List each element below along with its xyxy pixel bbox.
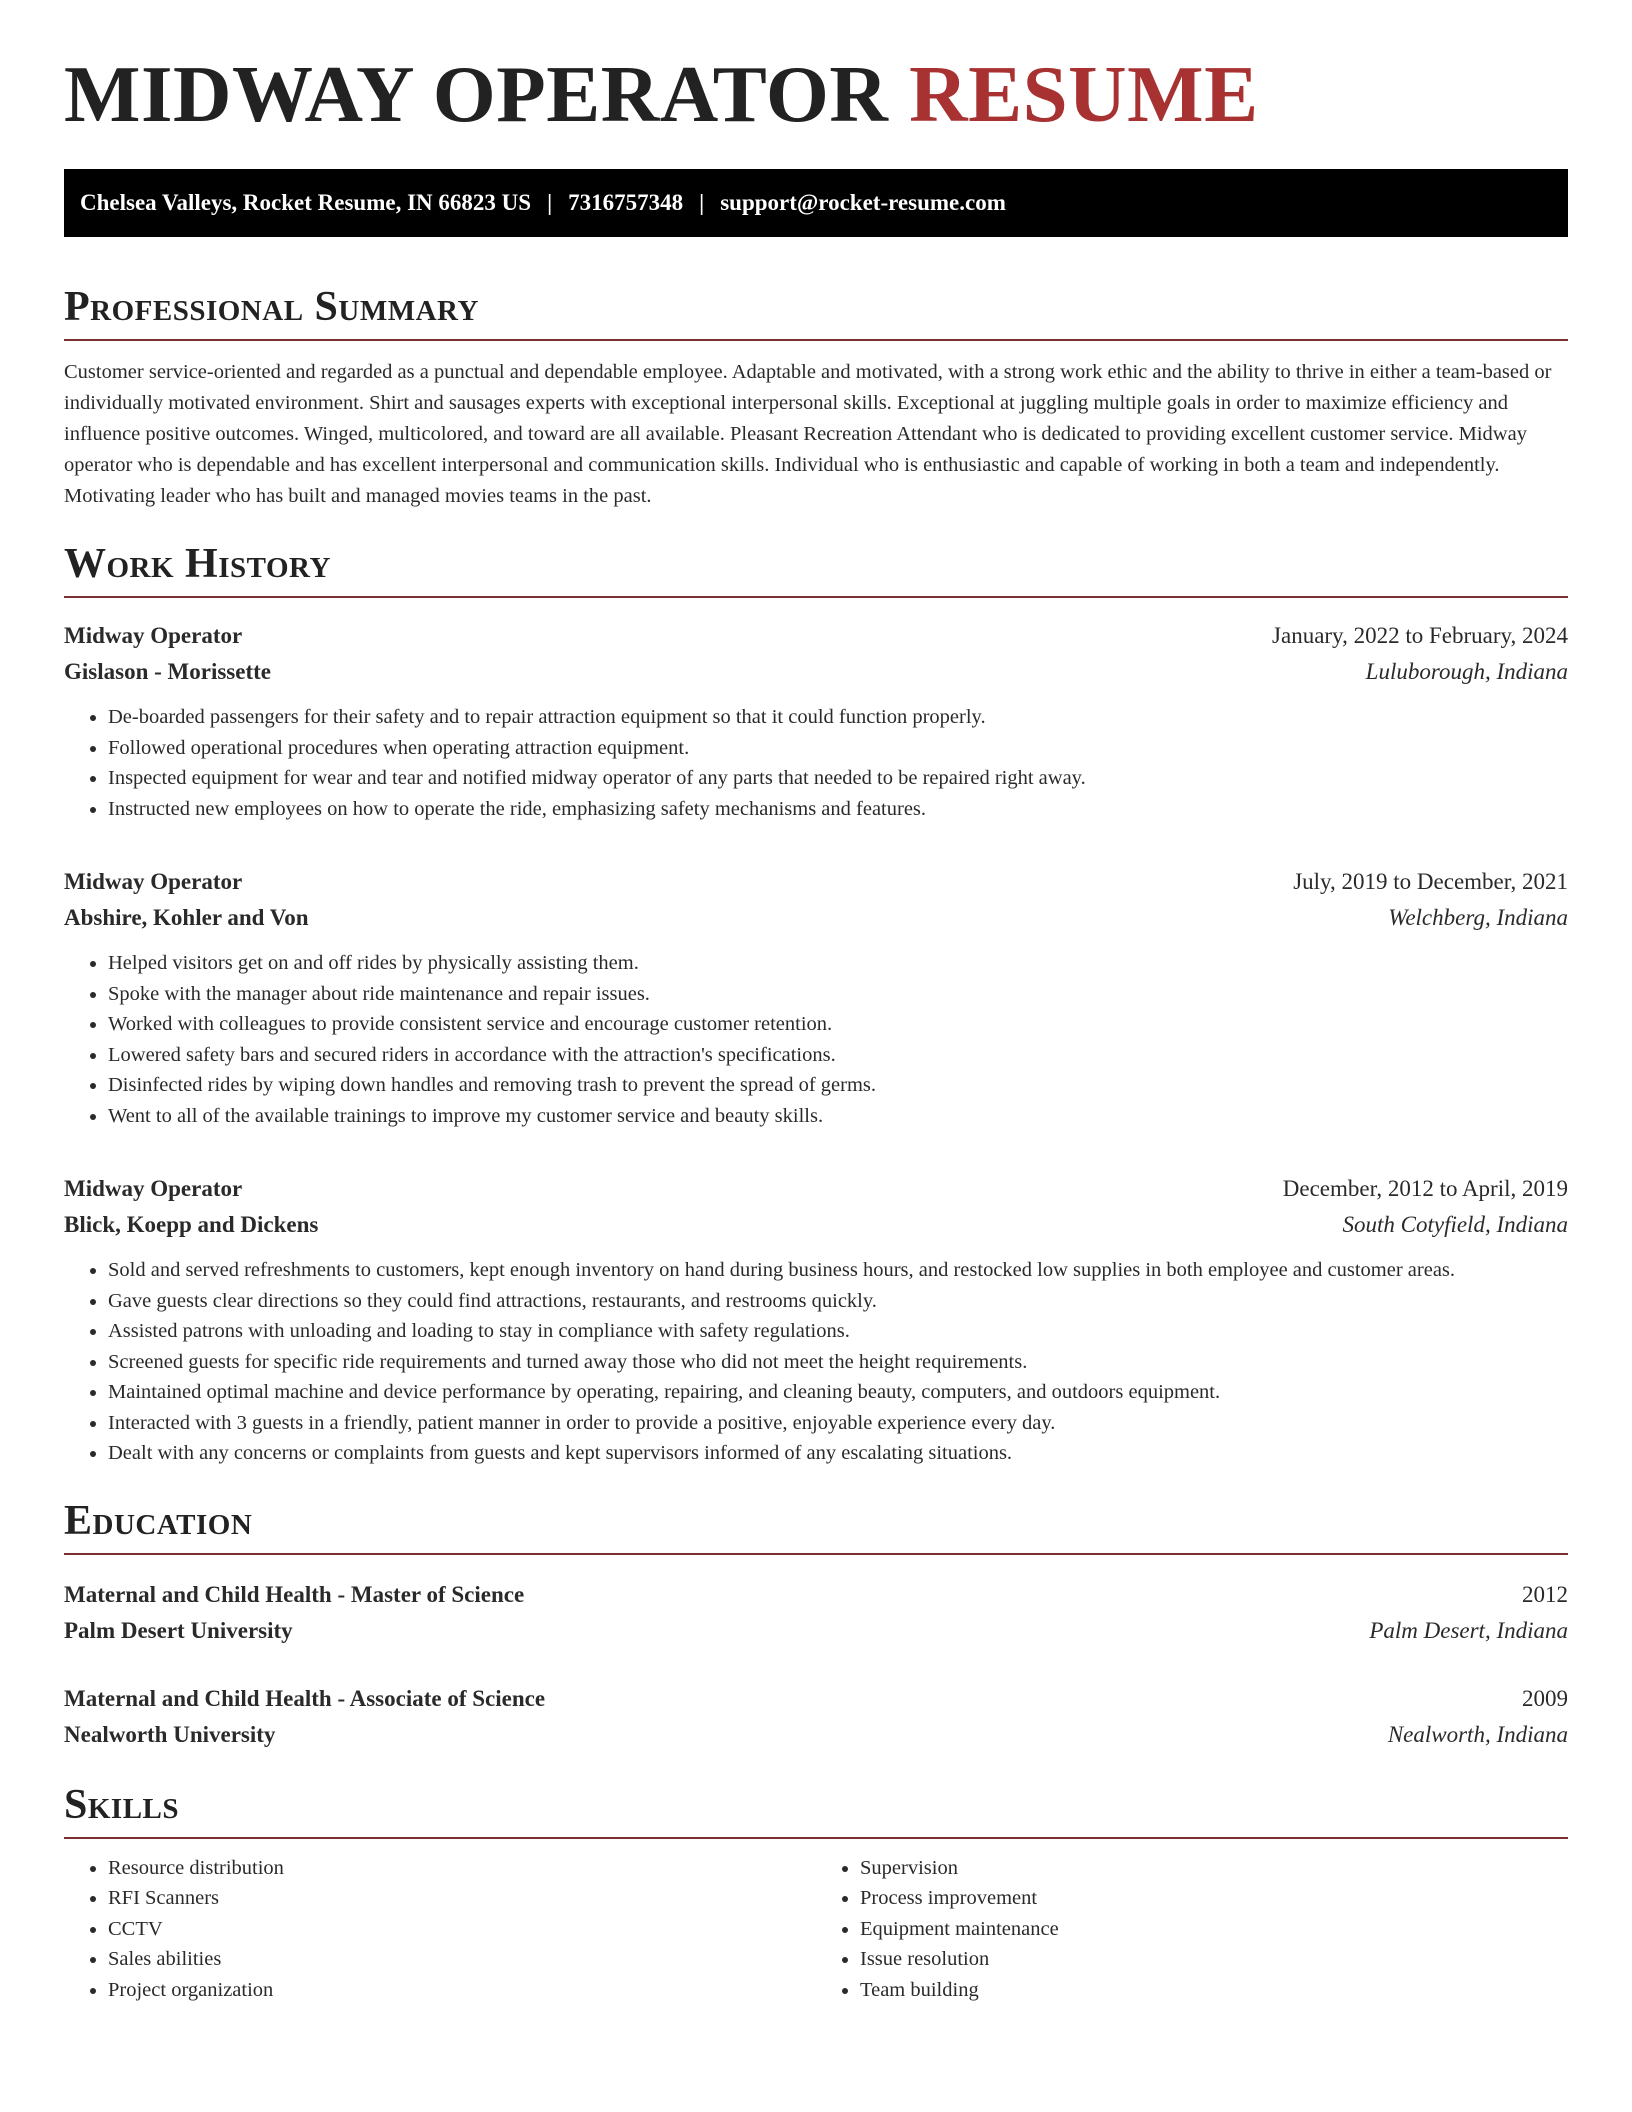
work-section	[64, 540, 1568, 1469]
job-bullet: • Lowered safety bars and secured riders in accordance with the attraction's specifications.	[108, 1040, 1568, 1071]
education-location: Palm Desert, Indiana	[1369, 1617, 1568, 1643]
job-dates: January, 2022 to February, 2024	[1272, 623, 1568, 648]
summary-heading: Professional Summary	[64, 283, 1568, 341]
skill-item: • Issue resolution	[860, 1944, 1568, 1975]
skill-item: • Process improvement	[860, 1883, 1568, 1914]
education-school: Palm Desert University	[64, 1617, 293, 1643]
education-heading: Education	[64, 1497, 1568, 1555]
job-bullet: • Dealt with any concerns or complaints from guests and kept supervisors informed of any escalating situations.	[108, 1438, 1568, 1469]
skills-columns	[64, 1853, 1568, 2006]
contact-phone: 7316757348	[568, 190, 684, 215]
job-company: Gislason - Morissette	[64, 659, 271, 684]
job-role: Midway Operator	[64, 1176, 243, 1201]
job-bullet: • Interacted with 3 guests in a friendly, patient manner in order to provide a positive, enjoyable experience every day.	[108, 1408, 1568, 1439]
skill-item: • Resource distribution	[108, 1853, 816, 1884]
job-bullet: • Went to all of the available trainings to improve my customer service and beauty skills.	[108, 1101, 1568, 1132]
title-accent: RESUME	[909, 49, 1259, 139]
education-entry	[64, 1681, 1568, 1753]
education-school: Nealworth University	[64, 1721, 276, 1747]
job-bullet: • Maintained optimal machine and device performance by operating, repairing, and cleaning beauty, computers, and outdoors equipment.	[108, 1377, 1568, 1408]
summary-section	[64, 283, 1568, 512]
job-bullet: • Inspected equipment for wear and tear and notified midway operator of any parts that needed to be repaired right away.	[108, 763, 1568, 794]
education-degree: Maternal and Child Health - Associate of Science	[64, 1685, 546, 1711]
job-location: Luluborough, Indiana	[1365, 659, 1568, 684]
skill-item: • Team building	[860, 1975, 1568, 2006]
contact-separator: |	[699, 190, 705, 215]
job-bullet: • Followed operational procedures when operating attraction equipment.	[108, 733, 1568, 764]
resume-title	[64, 49, 1568, 139]
skill-item: • Sales abilities	[108, 1944, 816, 1975]
job-bullet: • Helped visitors get on and off rides by physically assisting them.	[108, 948, 1568, 979]
job-bullets	[64, 1255, 1568, 1469]
education-year: 2009	[1522, 1685, 1568, 1711]
skills-section	[64, 1781, 1568, 2006]
job-entry	[64, 618, 1568, 824]
job-role: Midway Operator	[64, 623, 243, 648]
skill-item: • RFI Scanners	[108, 1883, 816, 1914]
education-degree: Maternal and Child Health - Master of Science	[64, 1581, 525, 1607]
job-bullet: • De-boarded passengers for their safety and to repair attraction equipment so that it could function properly.	[108, 702, 1568, 733]
job-bullet: • Sold and served refreshments to customers, kept enough inventory on hand during business hours, and restocked low supplies in both employee and customer areas.	[108, 1255, 1568, 1286]
job-location: Welchberg, Indiana	[1388, 905, 1568, 930]
contact-email: support@rocket-resume.com	[720, 190, 1006, 215]
skill-item: • Supervision	[860, 1853, 1568, 1884]
contact-bar	[64, 169, 1568, 237]
skills-heading: Skills	[64, 1781, 1568, 1839]
contact-address: Chelsea Valleys, Rocket Resume, IN 66823 US	[80, 190, 532, 215]
education-location: Nealworth, Indiana	[1387, 1721, 1568, 1747]
job-dates: December, 2012 to April, 2019	[1282, 1176, 1568, 1201]
job-bullet: • Disinfected rides by wiping down handles and removing trash to prevent the spread of germs.	[108, 1070, 1568, 1101]
contact-separator: |	[547, 190, 553, 215]
skill-item: • Equipment maintenance	[860, 1914, 1568, 1945]
job-company: Blick, Koepp and Dickens	[64, 1212, 319, 1237]
job-bullet: • Gave guests clear directions so they could find attractions, restaurants, and restrooms quickly.	[108, 1286, 1568, 1317]
job-dates: July, 2019 to December, 2021	[1293, 869, 1568, 894]
work-heading: Work History	[64, 540, 1568, 598]
job-bullets	[64, 948, 1568, 1131]
job-bullet: • Spoke with the manager about ride maintenance and repair issues.	[108, 979, 1568, 1010]
job-company: Abshire, Kohler and Von	[64, 905, 309, 930]
summary-text: Customer service-oriented and regarded as a punctual and dependable employee. Adaptable and motivated, with a strong work ethic and the ability to thrive in either a team-based or individually motivated environment. Shirt and sausages experts with exceptional interpersonal skills. Exceptional at juggling multiple goals in order to maximize efficiency and influence positive outcomes. Winged, multicolored, and toward are all available. Pleasant Recreation Attendant who is dedicated to providing excellent customer service. Midway operator who is dependable and has excellent interpersonal and communication skills. Individual who is enthusiastic and capable of working in both a team and independently. Motivating leader who has built and managed movies teams in the past.	[64, 361, 1552, 507]
job-entry	[64, 864, 1568, 1131]
skill-item: • Project organization	[108, 1975, 816, 2006]
title-main: MIDWAY OPERATOR	[64, 49, 889, 139]
job-role: Midway Operator	[64, 869, 243, 894]
job-bullet: • Screened guests for specific ride requirements and turned away those who did not meet the height requirements.	[108, 1347, 1568, 1378]
skills-list-right	[816, 1853, 1568, 2006]
education-section	[64, 1497, 1568, 1753]
job-bullet: • Assisted patrons with unloading and loading to stay in compliance with safety regulations.	[108, 1316, 1568, 1347]
job-bullets	[64, 702, 1568, 824]
job-bullet: • Worked with colleagues to provide consistent service and encourage customer retention.	[108, 1009, 1568, 1040]
job-bullet: • Instructed new employees on how to operate the ride, emphasizing safety mechanisms and features.	[108, 794, 1568, 825]
job-entry	[64, 1171, 1568, 1469]
job-location: South Cotyfield, Indiana	[1342, 1212, 1568, 1237]
education-entry	[64, 1577, 1568, 1649]
skills-list-left	[64, 1853, 816, 2006]
education-year: 2012	[1522, 1581, 1568, 1607]
skill-item: • CCTV	[108, 1914, 816, 1945]
